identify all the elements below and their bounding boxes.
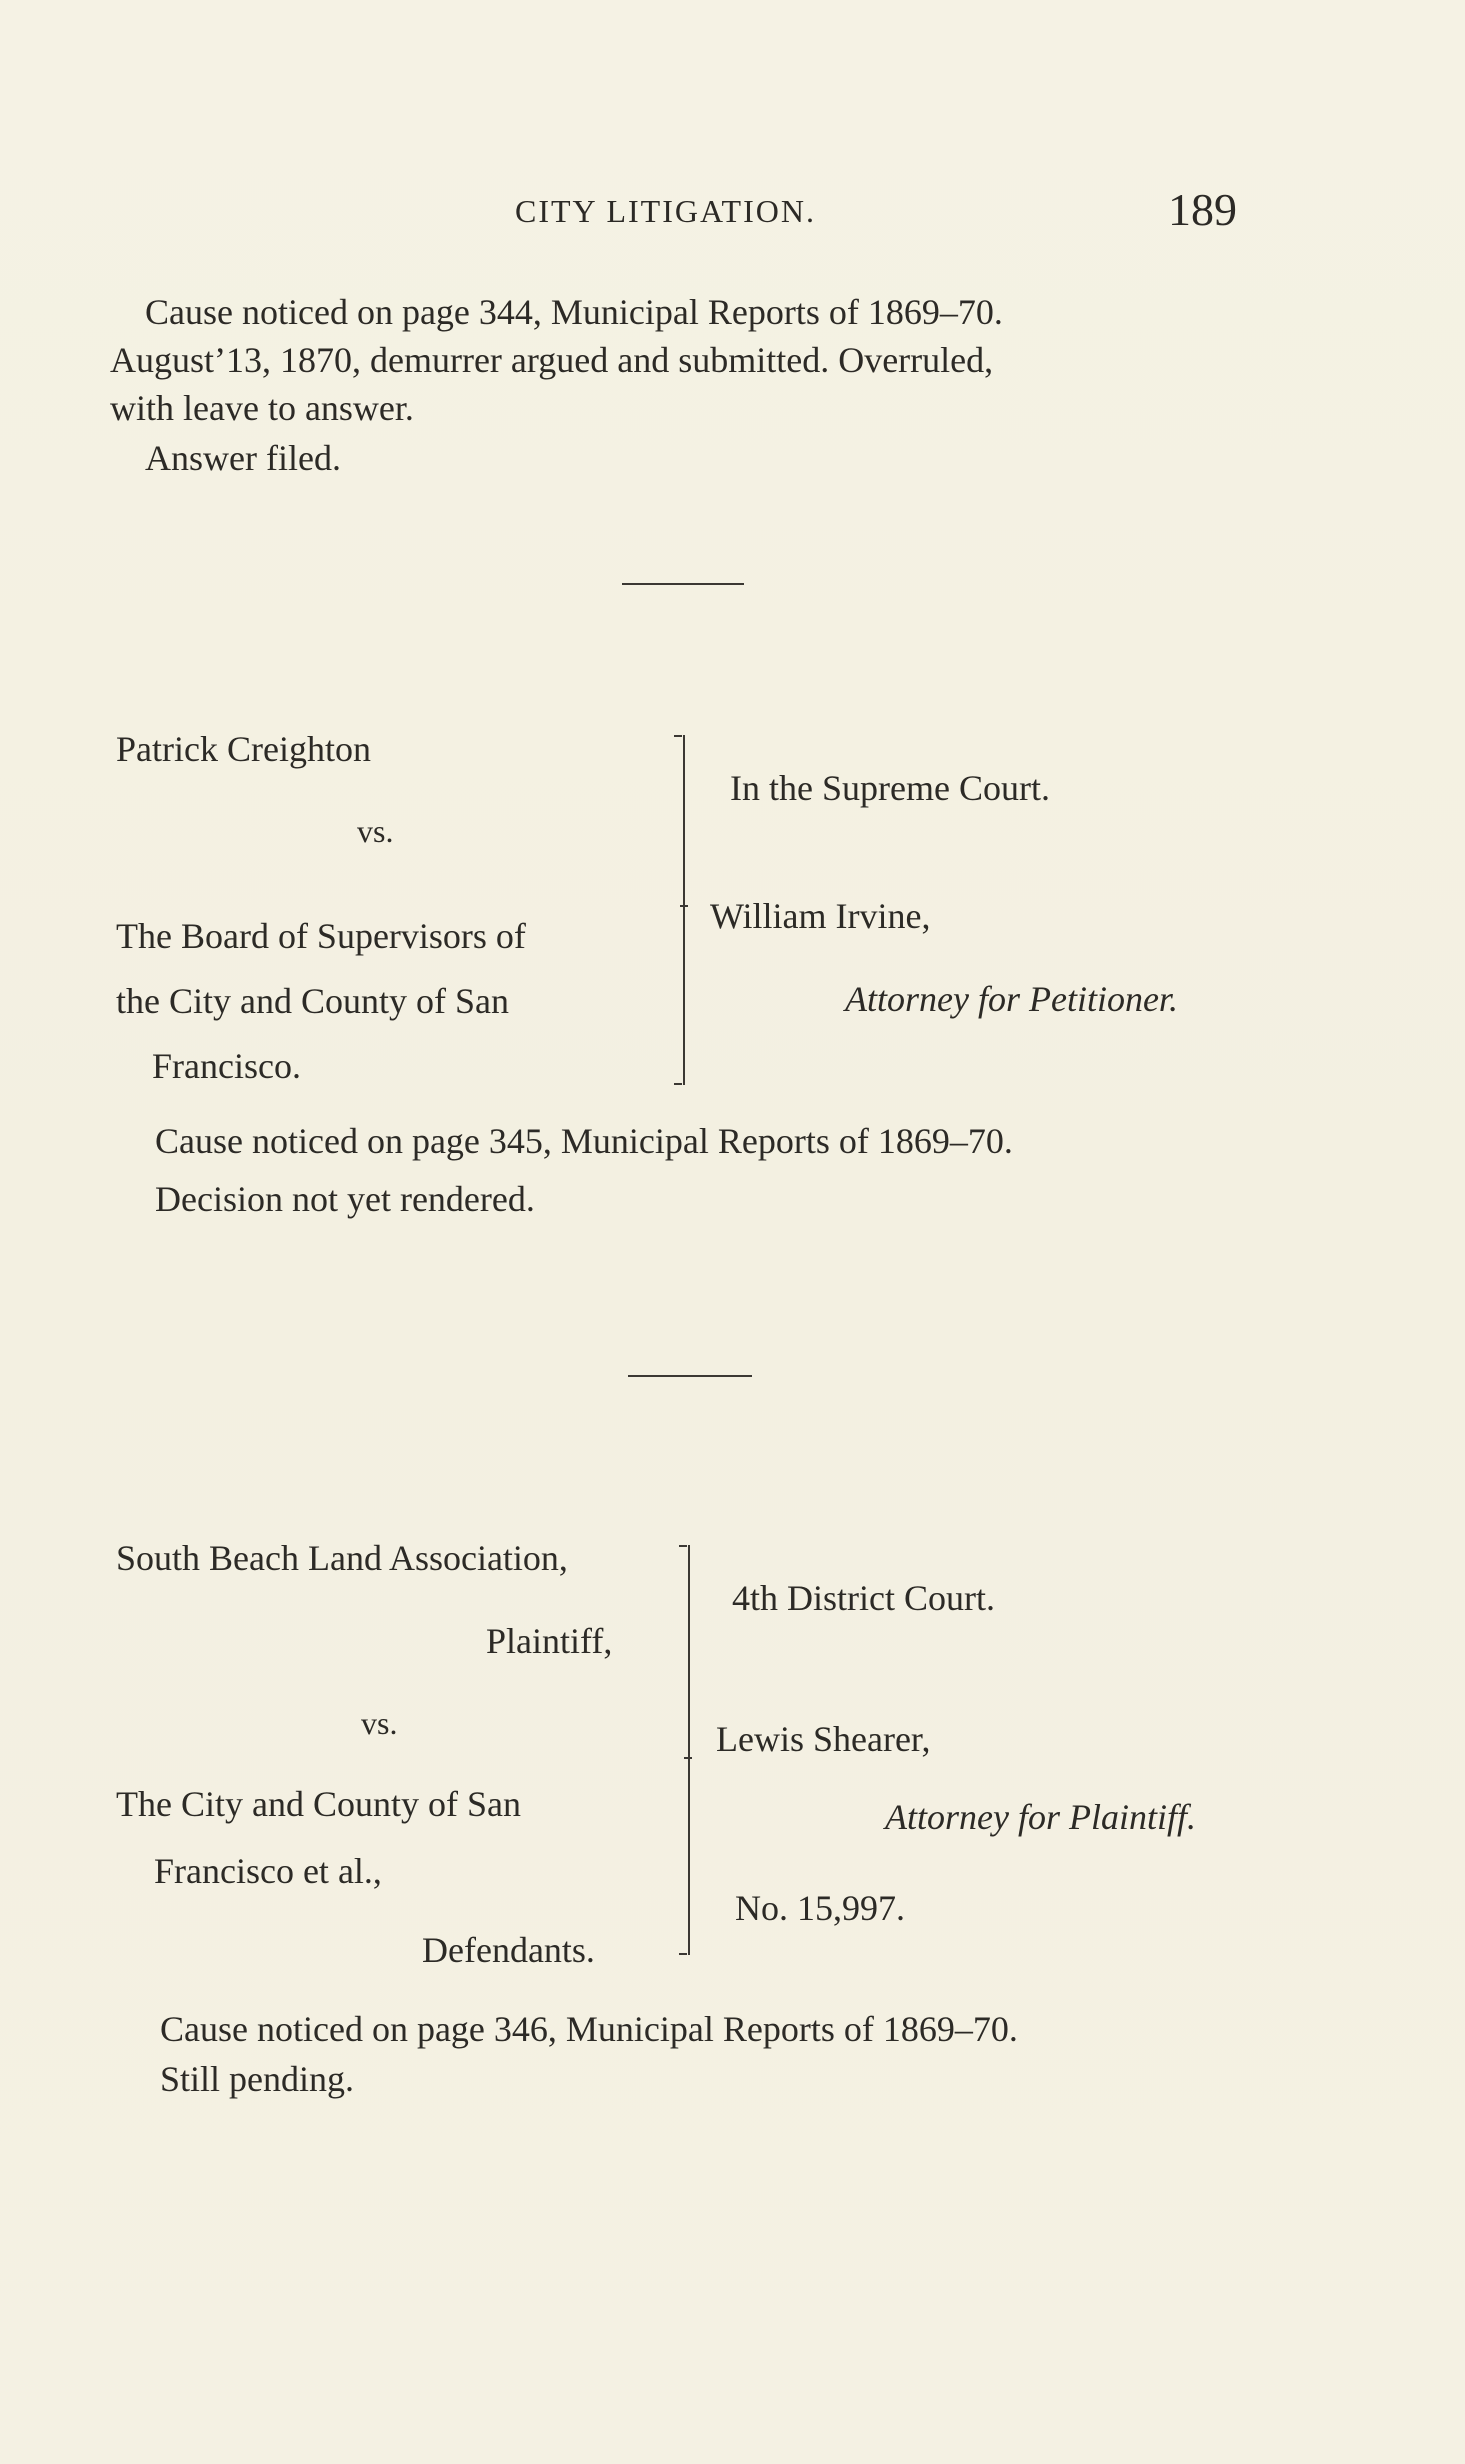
case1-defendant-line-3: Francisco. [152, 1046, 301, 1086]
case1-brace-bottom [674, 1083, 682, 1085]
case2-brace-middle [684, 1757, 692, 1759]
case1-defendant-line-2: the City and County of San [116, 981, 509, 1021]
intro-line-1: Cause noticed on page 344, Municipal Reports of 1869–70. [145, 292, 1003, 332]
case2-note-line-1: Cause noticed on page 346, Municipal Reports of 1869–70. [160, 2009, 1018, 2049]
case1-note-line-1: Cause noticed on page 345, Municipal Reports of 1869–70. [155, 1121, 1013, 1161]
intro-line-4: Answer filed. [145, 438, 341, 478]
case2-plaintiff-line-1: South Beach Land Association, [116, 1538, 568, 1578]
intro-line-3: with leave to answer. [110, 388, 414, 428]
case2-note-line-2: Still pending. [160, 2059, 355, 2099]
case1-vs: vs. [357, 813, 394, 849]
section-divider [628, 1375, 752, 1377]
case2-brace-top [679, 1545, 687, 1547]
case2-defendant-line-3: Defendants. [422, 1930, 595, 1970]
case1-defendant-line-1: The Board of Supervisors of [116, 916, 526, 956]
case2-vs: vs. [361, 1705, 398, 1741]
case2-attorney-role: Attorney for Plaintiff. [885, 1797, 1196, 1837]
case2-plaintiff-line-2: Plaintiff, [486, 1621, 613, 1661]
case1-note-line-2: Decision not yet rendered. [155, 1179, 535, 1219]
intro-line-2: August’13, 1870, demurrer argued and submitted. Overruled, [110, 340, 994, 380]
case1-attorney-name: William Irvine, [710, 896, 931, 936]
section-divider [622, 583, 744, 585]
running-header-title: CITY LITIGATION. [515, 193, 816, 229]
case2-brace [684, 1545, 690, 1955]
case1-court: In the Supreme Court. [730, 768, 1050, 808]
page-number: 189 [1168, 184, 1237, 235]
case1-brace-middle [680, 905, 688, 907]
case2-defendant-line-2: Francisco et al., [154, 1851, 382, 1891]
case2-court: 4th District Court. [732, 1578, 995, 1618]
case2-defendant-line-1: The City and County of San [116, 1784, 521, 1824]
case2-brace-bottom [679, 1953, 687, 1955]
case1-attorney-role: Attorney for Petitioner. [845, 979, 1178, 1019]
case1-brace [679, 735, 685, 1085]
case2-attorney-name: Lewis Shearer, [716, 1719, 931, 1759]
case1-plaintiff: Patrick Creighton [116, 729, 371, 769]
case2-case-number: No. 15,997. [735, 1888, 905, 1928]
case1-brace-top [674, 735, 682, 737]
